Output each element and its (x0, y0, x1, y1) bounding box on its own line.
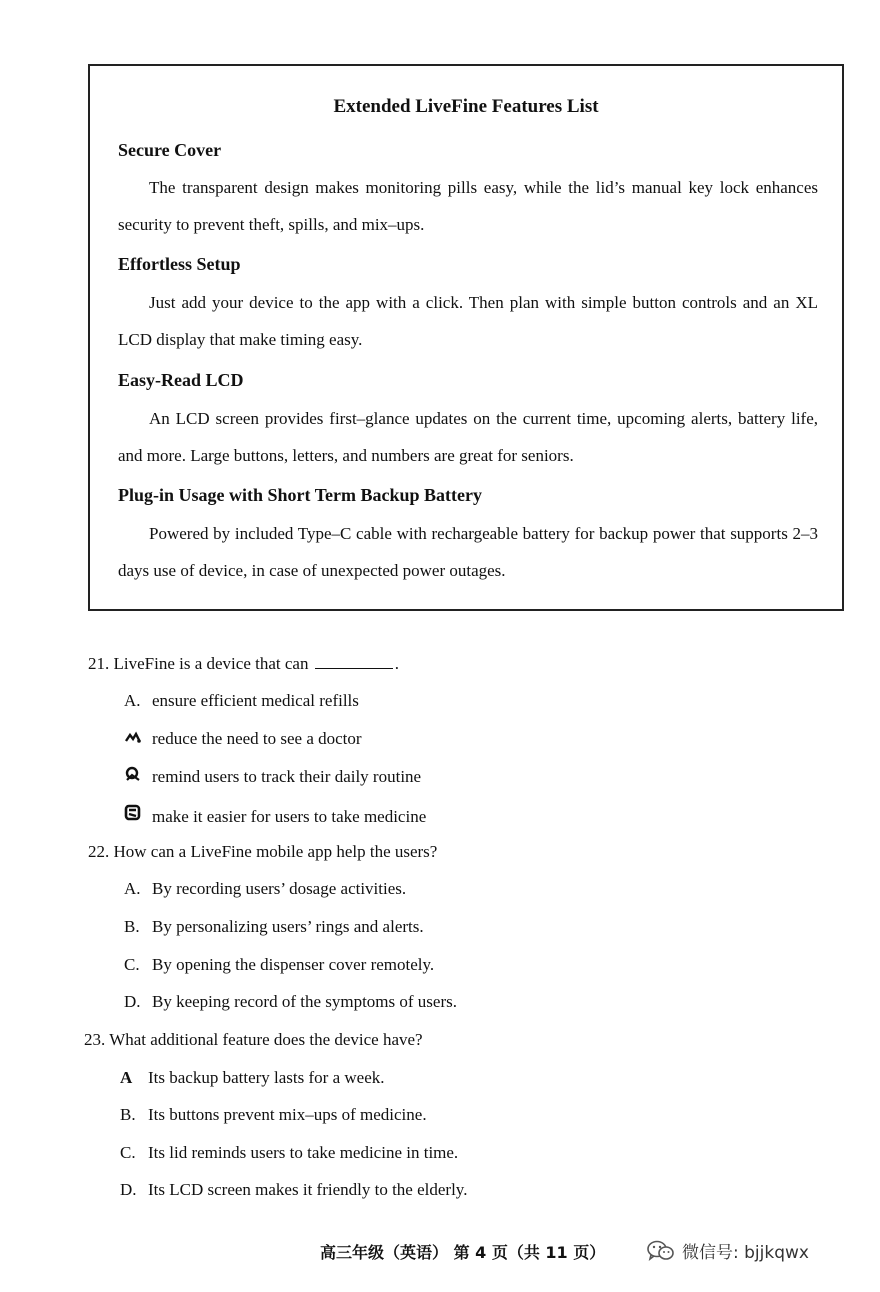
option-letter: A. (124, 691, 141, 710)
section-heading-easy-read-lcd: Easy-Read LCD (118, 370, 244, 390)
option-letter: D. (124, 992, 141, 1011)
option-text: Its backup battery lasts for a week. (148, 1068, 385, 1087)
option-text: Its LCD screen makes it friendly to the elderly. (148, 1180, 468, 1199)
question-stem-end: . (394, 654, 399, 673)
option-21-b[interactable] (124, 729, 362, 749)
option-letter: B. (124, 917, 140, 936)
option-letter: C. (120, 1143, 136, 1162)
option-22-c[interactable] (124, 955, 434, 975)
question-number: 22. (88, 842, 110, 861)
question-stem: What additional feature does the device have? (109, 1030, 423, 1049)
option-letter: D. (120, 1180, 137, 1199)
question-stem: LiveFine is a device that can (113, 654, 309, 673)
section-text-easy-read-lcd: An LCD screen provides first–glance updates on the current time, upcoming alerts, battery life, and more. Large buttons, letters, and numbers are great for seniors. (118, 409, 818, 465)
option-letter: C. (124, 955, 140, 974)
option-21-d[interactable] (124, 804, 426, 827)
option-21-a[interactable] (124, 691, 359, 711)
option-text: Its buttons prevent mix–ups of medicine. (148, 1105, 427, 1124)
option-text: By keeping record of the symptoms of users. (152, 992, 457, 1011)
option-22-a[interactable] (124, 879, 406, 899)
option-22-d[interactable] (124, 992, 457, 1012)
option-letter: A. (124, 879, 141, 898)
section-heading-secure-cover: Secure Cover (118, 140, 222, 160)
question-22 (88, 842, 437, 862)
question-number: 21. (88, 654, 110, 673)
option-21-c[interactable] (124, 766, 421, 787)
section-heading-plug-in-usage: Plug-in Usage with Short Term Backup Battery (118, 485, 483, 505)
wechat-icon (646, 1239, 676, 1263)
box-title: Extended LiveFine Features List (333, 96, 599, 117)
option-text: ensure efficient medical refills (152, 691, 359, 710)
question-21 (88, 654, 399, 674)
section-text-plug-in-usage: Powered by included Type–C cable with rechargeable battery for backup power that supports 2–3 days use of device, in case of unexpected power outages. (118, 524, 818, 580)
scribble-mark-icon (124, 766, 144, 787)
option-letter: B. (120, 1105, 136, 1124)
section-text-effortless-setup: Just add your device to the app with a click. Then plan with simple button controls and an XL LCD display that make timing easy. (118, 293, 818, 349)
option-23-a[interactable] (120, 1068, 385, 1088)
option-letter: A (120, 1068, 133, 1087)
option-text: By personalizing users’ rings and alerts. (152, 917, 424, 936)
wechat-id: 微信号: bjjkqwx (682, 1243, 809, 1263)
wechat-watermark (646, 1238, 809, 1263)
scribble-mark-icon (124, 729, 144, 749)
option-text: reduce the need to see a doctor (152, 729, 362, 748)
option-text: make it easier for users to take medicine (152, 807, 427, 826)
page-footer: 高三年级（英语） 第 4 页（共 11 页） (320, 1243, 606, 1262)
option-22-b[interactable] (124, 917, 424, 937)
option-text: By opening the dispenser cover remotely. (152, 955, 435, 974)
question-23 (84, 1030, 423, 1050)
option-text: remind users to track their daily routine (152, 767, 422, 786)
option-23-d[interactable] (120, 1180, 467, 1200)
option-text: Its lid reminds users to take medicine in time. (148, 1143, 459, 1162)
option-text: By recording users’ dosage activities. (152, 879, 407, 898)
answer-blank (315, 654, 393, 669)
section-text-secure-cover: The transparent design makes monitoring pills easy, while the lid’s manual key lock enhances security to prevent theft, spills, and mix–ups. (118, 178, 818, 234)
option-23-c[interactable] (120, 1143, 458, 1163)
question-number: 23. (84, 1030, 106, 1049)
question-stem: How can a LiveFine mobile app help the users? (113, 842, 438, 861)
features-box (88, 64, 844, 611)
option-23-b[interactable] (120, 1105, 427, 1125)
section-heading-effortless-setup: Effortless Setup (118, 254, 241, 274)
scribble-mark-icon (124, 804, 144, 827)
